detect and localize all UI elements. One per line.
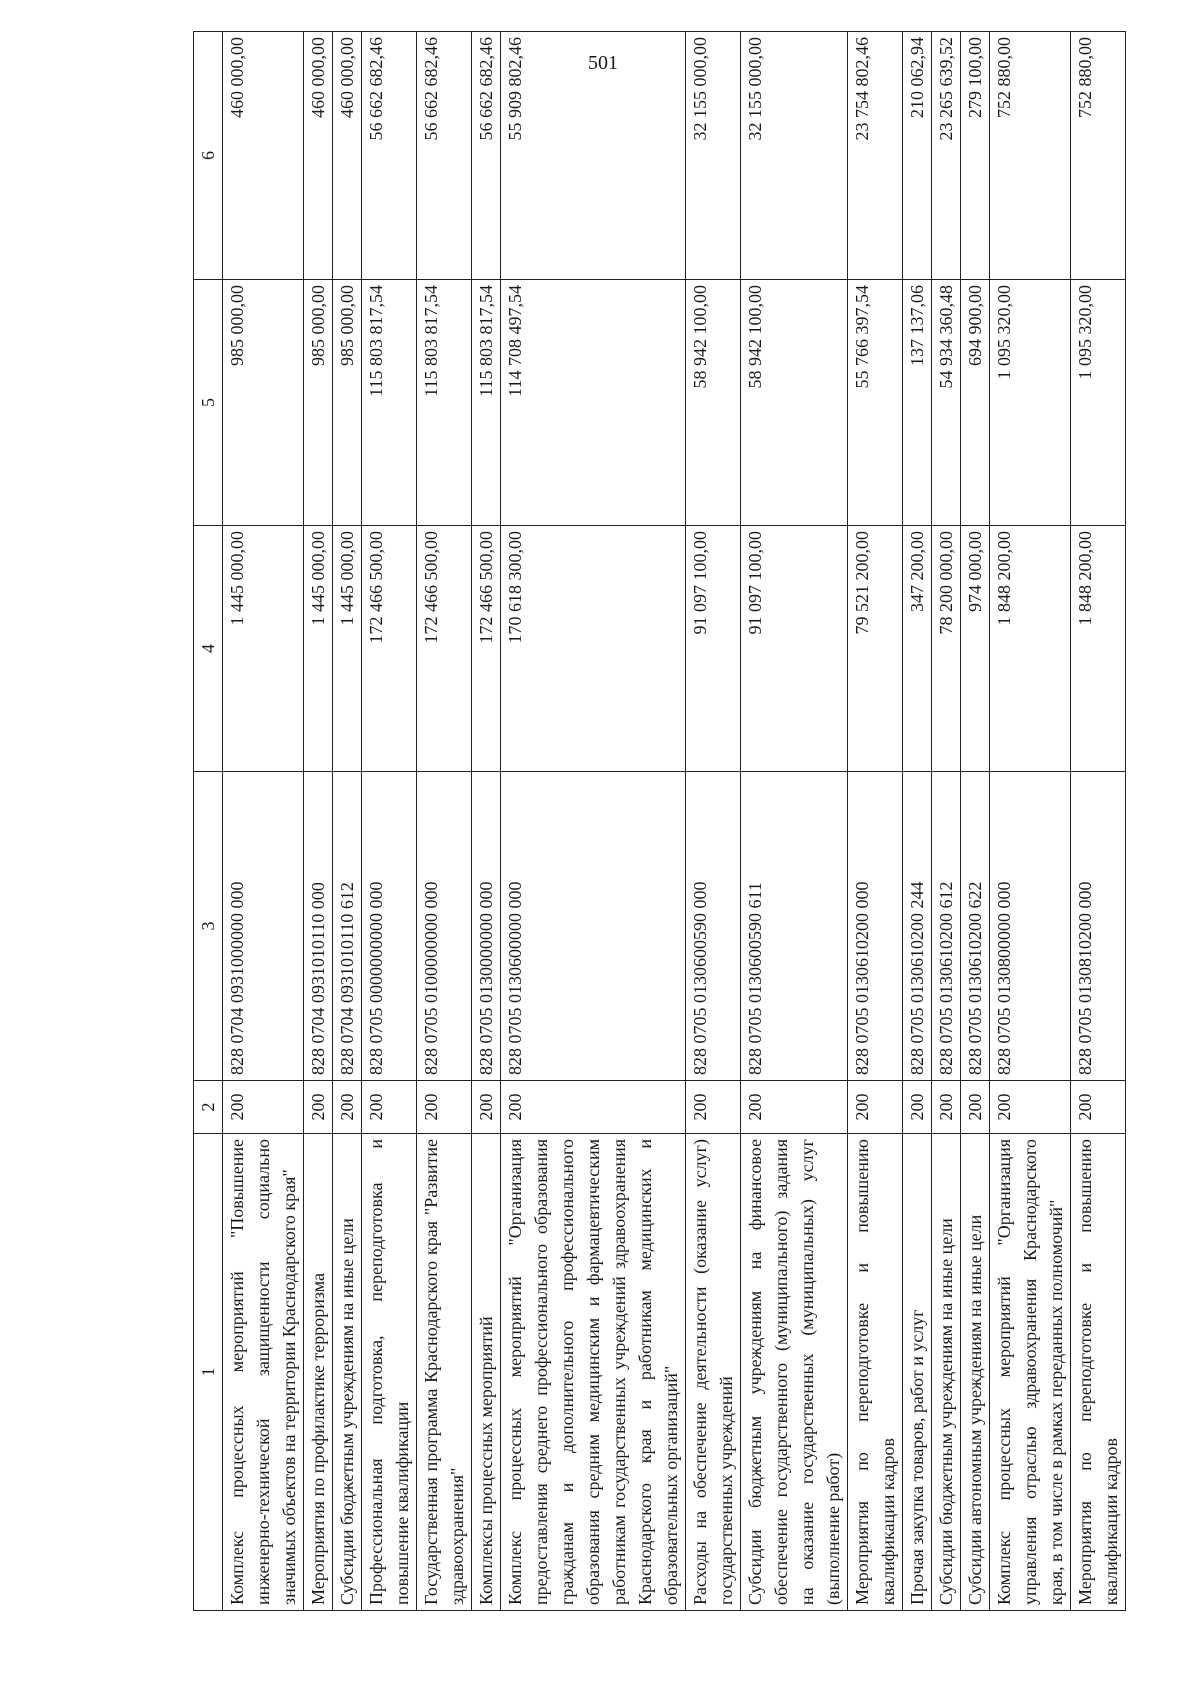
row-value-col6-cell: 460 000,00 <box>223 32 304 280</box>
row-value-col4-cell: 1 848 200,00 <box>1071 526 1126 772</box>
row-name-cell: Мероприятия по профилактике терроризма <box>304 1134 333 1611</box>
row-name-cell: Комплекс процессных мероприятий "Повышение инженерно-технической защищенности социально значимых объектов на территории Краснодарского края" <box>223 1134 304 1611</box>
row-value-col5-cell: 1 095 320,00 <box>1071 280 1126 526</box>
row-value-col6-cell: 32 155 000,00 <box>686 32 741 280</box>
row-value-col6-cell: 752 880,00 <box>1071 32 1126 280</box>
row-name-cell: Субсидии автономным учреждениям на иные цели <box>961 1134 990 1611</box>
row-grbs-cell: 200 <box>961 1081 990 1134</box>
table-row <box>304 32 333 1611</box>
row-code-cell: 828 0705 0100000000 000 <box>417 772 472 1081</box>
row-code-cell: 828 0705 0130810200 000 <box>1071 772 1126 1081</box>
column-header-2: 2 <box>194 1081 223 1134</box>
table-row <box>741 32 848 1611</box>
row-value-col4-cell: 172 466 500,00 <box>417 526 472 772</box>
row-value-col4-cell: 1 445 000,00 <box>304 526 333 772</box>
row-code-cell: 828 0705 0000000000 000 <box>362 772 417 1081</box>
row-value-col5-cell: 694 900,00 <box>961 280 990 526</box>
row-grbs-cell: 200 <box>417 1081 472 1134</box>
row-name-cell: Мероприятия по переподготовке и повышению квалификации кадров <box>1071 1134 1126 1611</box>
column-header-4: 4 <box>194 526 223 772</box>
row-value-col6-cell: 55 909 802,46 <box>501 32 686 280</box>
row-grbs-cell: 200 <box>903 1081 932 1134</box>
row-grbs-cell: 200 <box>1071 1081 1126 1134</box>
row-name-cell: Государственная программа Краснодарского края "Развитие здравоохранения" <box>417 1134 472 1611</box>
row-code-cell: 828 0705 0130600590 000 <box>686 772 741 1081</box>
row-code-cell: 828 0705 0130600000 000 <box>501 772 686 1081</box>
row-code-cell: 828 0704 0931000000 000 <box>223 772 304 1081</box>
row-value-col4-cell: 170 618 300,00 <box>501 526 686 772</box>
table-row <box>417 32 472 1611</box>
row-code-cell: 828 0705 0130610200 000 <box>848 772 903 1081</box>
row-code-cell: 828 0705 0130800000 000 <box>990 772 1071 1081</box>
row-name-cell: Прочая закупка товаров, работ и услуг <box>903 1134 932 1611</box>
table-header-row <box>194 32 223 1611</box>
row-value-col6-cell: 210 062,94 <box>903 32 932 280</box>
column-header-1: 1 <box>194 1134 223 1611</box>
table-row <box>362 32 417 1611</box>
row-value-col6-cell: 279 100,00 <box>961 32 990 280</box>
row-grbs-cell: 200 <box>501 1081 686 1134</box>
row-grbs-cell: 200 <box>741 1081 848 1134</box>
row-code-cell: 828 0704 0931010110 612 <box>333 772 362 1081</box>
row-value-col5-cell: 985 000,00 <box>223 280 304 526</box>
row-name-cell: Комплекс процессных мероприятий "Организация управления отраслью здравоохранения Краснодарского края, в том числе в рамках переданных полномочий" <box>990 1134 1071 1611</box>
table-row <box>990 32 1071 1611</box>
table-row <box>472 32 501 1611</box>
rotated-table-container <box>193 37 1121 1611</box>
row-value-col6-cell: 56 662 682,46 <box>472 32 501 280</box>
row-value-col5-cell: 58 942 100,00 <box>686 280 741 526</box>
row-grbs-cell: 200 <box>362 1081 417 1134</box>
row-code-cell: 828 0705 0130610200 612 <box>932 772 961 1081</box>
row-code-cell: 828 0704 0931010110 000 <box>304 772 333 1081</box>
row-name-cell: Комплексы процессных мероприятий <box>472 1134 501 1611</box>
row-value-col4-cell: 78 200 000,00 <box>932 526 961 772</box>
row-name-cell: Расходы на обеспечение деятельности (оказание услуг) государственных учреждений <box>686 1134 741 1611</box>
row-value-col6-cell: 23 265 639,52 <box>932 32 961 280</box>
column-header-5: 5 <box>194 280 223 526</box>
row-grbs-cell: 200 <box>223 1081 304 1134</box>
row-value-col4-cell: 172 466 500,00 <box>362 526 417 772</box>
budget-table <box>193 31 1126 1611</box>
row-value-col4-cell: 1 848 200,00 <box>990 526 1071 772</box>
table-body <box>223 32 1126 1611</box>
row-value-col6-cell: 460 000,00 <box>333 32 362 280</box>
row-value-col5-cell: 137 137,06 <box>903 280 932 526</box>
row-value-col4-cell: 1 445 000,00 <box>223 526 304 772</box>
row-value-col5-cell: 115 803 817,54 <box>417 280 472 526</box>
row-value-col5-cell: 985 000,00 <box>333 280 362 526</box>
row-grbs-cell: 200 <box>333 1081 362 1134</box>
table-row <box>501 32 686 1611</box>
row-value-col5-cell: 58 942 100,00 <box>741 280 848 526</box>
row-grbs-cell: 200 <box>686 1081 741 1134</box>
row-name-cell: Комплекс процессных мероприятий "Организация предоставления среднего профессионального образования гражданам и дополнительного профессионального образования средним медицинским и фармацевтическим работникам государственных учреждений здравоохранения Краснодарского края и работникам медицинских и образовательных организаций" <box>501 1134 686 1611</box>
row-grbs-cell: 200 <box>848 1081 903 1134</box>
column-header-6: 6 <box>194 32 223 280</box>
row-value-col4-cell: 172 466 500,00 <box>472 526 501 772</box>
row-grbs-cell: 200 <box>304 1081 333 1134</box>
row-name-cell: Субсидии бюджетным учреждениям на иные цели <box>932 1134 961 1611</box>
table-row <box>1071 32 1126 1611</box>
row-value-col6-cell: 32 155 000,00 <box>741 32 848 280</box>
row-name-cell: Субсидии бюджетным учреждениям на финансовое обеспечение государственного (муниципального) задания на оказание государственных (муниципальных) услуг (выполнение работ) <box>741 1134 848 1611</box>
row-value-col6-cell: 752 880,00 <box>990 32 1071 280</box>
row-code-cell: 828 0705 0130610200 244 <box>903 772 932 1081</box>
row-value-col6-cell: 460 000,00 <box>304 32 333 280</box>
row-value-col6-cell: 23 754 802,46 <box>848 32 903 280</box>
row-code-cell: 828 0705 0130600590 611 <box>741 772 848 1081</box>
table-row <box>686 32 741 1611</box>
row-grbs-cell: 200 <box>990 1081 1071 1134</box>
row-code-cell: 828 0705 0130000000 000 <box>472 772 501 1081</box>
row-value-col5-cell: 1 095 320,00 <box>990 280 1071 526</box>
row-value-col6-cell: 56 662 682,46 <box>362 32 417 280</box>
row-value-col4-cell: 91 097 100,00 <box>741 526 848 772</box>
row-value-col5-cell: 55 766 397,54 <box>848 280 903 526</box>
row-value-col5-cell: 115 803 817,54 <box>472 280 501 526</box>
table-row <box>333 32 362 1611</box>
row-value-col4-cell: 91 097 100,00 <box>686 526 741 772</box>
row-grbs-cell: 200 <box>472 1081 501 1134</box>
table-row <box>848 32 903 1611</box>
row-code-cell: 828 0705 0130610200 622 <box>961 772 990 1081</box>
row-name-cell: Мероприятия по переподготовке и повышению квалификации кадров <box>848 1134 903 1611</box>
table-row <box>223 32 304 1611</box>
row-value-col4-cell: 79 521 200,00 <box>848 526 903 772</box>
table-row <box>932 32 961 1611</box>
row-name-cell: Субсидии бюджетным учреждениям на иные цели <box>333 1134 362 1611</box>
row-value-col4-cell: 347 200,00 <box>903 526 932 772</box>
row-grbs-cell: 200 <box>932 1081 961 1134</box>
row-value-col6-cell: 56 662 682,46 <box>417 32 472 280</box>
row-value-col5-cell: 114 708 497,54 <box>501 280 686 526</box>
page-number: 501 <box>588 52 618 74</box>
row-name-cell: Профессиональная подготовка, переподготовка и повышение квалификации <box>362 1134 417 1611</box>
row-value-col5-cell: 54 934 360,48 <box>932 280 961 526</box>
column-header-3: 3 <box>194 772 223 1081</box>
row-value-col4-cell: 974 000,00 <box>961 526 990 772</box>
row-value-col4-cell: 1 445 000,00 <box>333 526 362 772</box>
row-value-col5-cell: 985 000,00 <box>304 280 333 526</box>
table-row <box>903 32 932 1611</box>
row-value-col5-cell: 115 803 817,54 <box>362 280 417 526</box>
table-row <box>961 32 990 1611</box>
